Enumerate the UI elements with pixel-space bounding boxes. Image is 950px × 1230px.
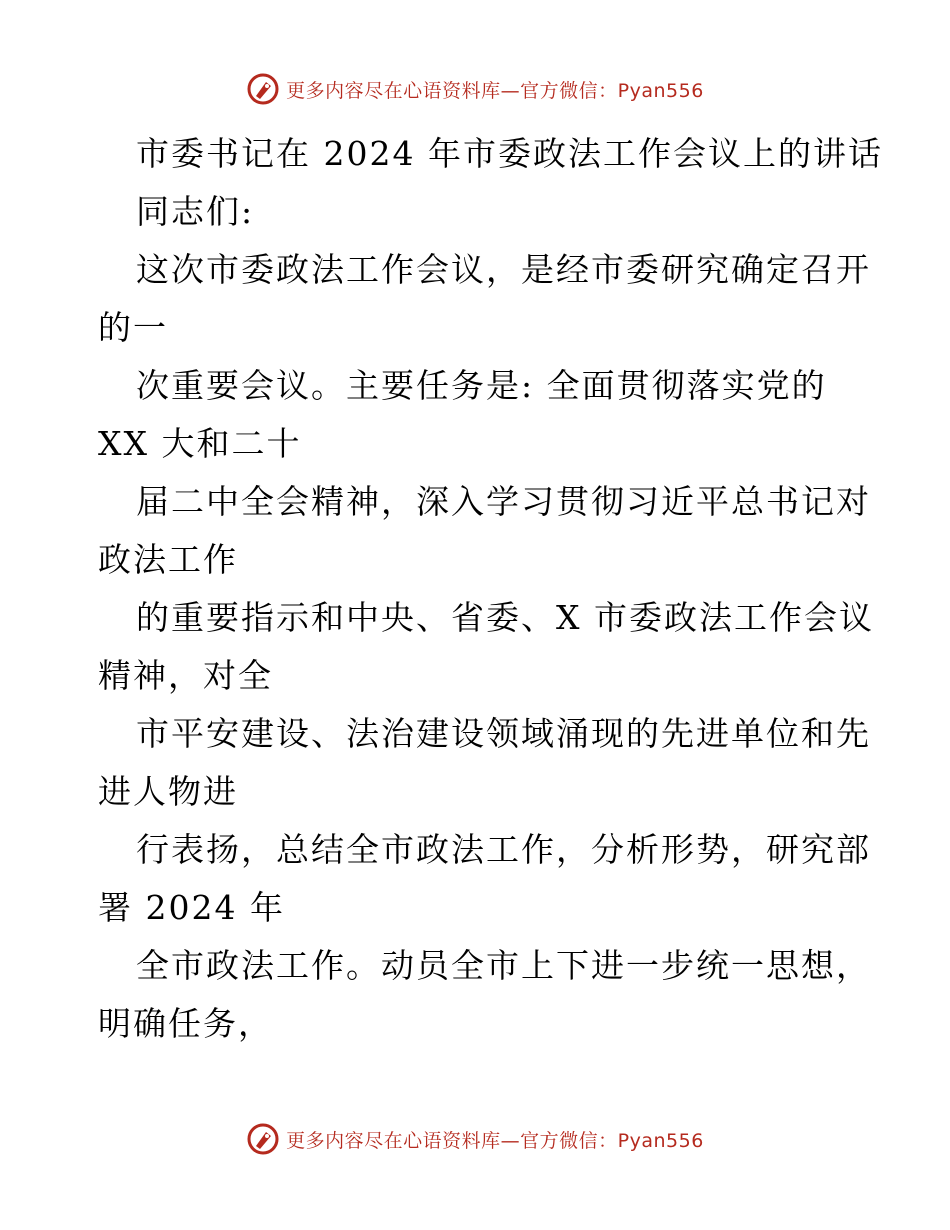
- document-body: [98, 125, 883, 1053]
- paragraph-line: 次重要会议。主要任务是: 全面贯彻落实党的: [136, 366, 827, 405]
- paragraph-line: 届二中全会精神，深入学习贯彻习近平总书记对: [136, 482, 871, 521]
- header-banner-text: 更多内容尽在心语资料库—官方微信：Pyan556: [286, 79, 704, 102]
- paragraph-line: 明确任务，: [98, 1004, 273, 1043]
- paragraph-line: 精神，对全: [98, 656, 273, 695]
- pen-nib-logo-icon: [246, 1122, 280, 1156]
- pen-nib-logo-icon: [246, 72, 280, 106]
- paragraph-line: 署 2024 年: [98, 888, 285, 927]
- paragraph-line: XX 大和二十: [98, 424, 302, 463]
- paragraph-line: 全市政法工作。动员全市上下进一步统一思想，: [136, 946, 871, 985]
- header-banner: [0, 72, 950, 106]
- paragraph-line: 政法工作: [98, 540, 238, 579]
- paragraph-line: 进人物进: [98, 772, 238, 811]
- footer-banner: [0, 1122, 950, 1156]
- paragraph-line: 这次市委政法工作会议，是经市委研究确定召开: [136, 250, 871, 289]
- footer-banner-text: 更多内容尽在心语资料库—官方微信：Pyan556: [286, 1129, 704, 1152]
- paragraph-line: 行表扬，总结全市政法工作，分析形势，研究部: [136, 830, 871, 869]
- paragraph-line: 的重要指示和中央、省委、X 市委政法工作会议: [136, 598, 874, 637]
- paragraph-line: 的一: [98, 308, 168, 347]
- paragraph-line: 市平安建设、法治建设领域涌现的先进单位和先: [136, 714, 871, 753]
- salutation-line: 同志们:: [136, 192, 255, 231]
- document-title-line: 市委书记在 2024 年市委政法工作会议上的讲话: [136, 134, 883, 173]
